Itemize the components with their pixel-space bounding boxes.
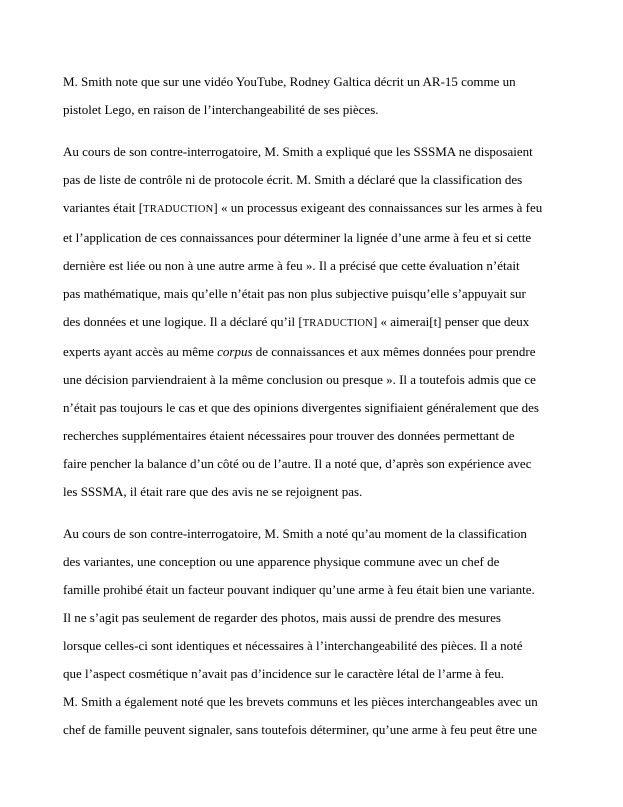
text-run: ] « un processus exigeant des connaissances sur les armes à feu — [213, 200, 543, 215]
text-run: Il ne s’agit pas seulement de regarder des photos, mais aussi de prendre des mesures — [63, 610, 501, 625]
text-run: n’était pas toujours le cas et que des opinions divergentes signifiaient généralement que des — [63, 400, 539, 415]
text-run: experts ayant accès au même — [63, 344, 218, 359]
text-line — [63, 96, 593, 124]
document-body — [63, 68, 593, 744]
text-line — [63, 366, 593, 394]
text-run: de connaissances et aux mêmes données pour prendre — [252, 344, 536, 359]
text-line — [63, 478, 593, 506]
text-line — [63, 252, 593, 280]
smallcaps-run: TRADUCTION — [302, 318, 373, 329]
text-run: des variantes, une conception ou une apparence physique commune avec un chef de — [63, 554, 500, 569]
paragraph — [63, 68, 593, 124]
text-run: chef de famille peuvent signaler, sans toutefois déterminer, qu’une arme à feu peut être une — [63, 722, 537, 737]
italic-run: corpus — [217, 344, 253, 359]
text-run: Au cours de son contre-interrogatoire, M. Smith a noté qu’au moment de la classification — [63, 526, 527, 541]
text-run: des données et une logique. Il a déclaré qu’il [ — [63, 314, 303, 329]
text-line — [63, 224, 593, 252]
text-run: M. Smith a également noté que les brevets communs et les pièces interchangeables avec un — [63, 694, 538, 709]
text-line — [63, 280, 593, 308]
text-line — [63, 68, 593, 96]
text-run: les SSSMA, il était rare que des avis ne se rejoignent pas. — [63, 484, 363, 499]
text-line — [63, 338, 593, 366]
text-run: pas de liste de contrôle ni de protocole écrit. M. Smith a déclaré que la classification des — [63, 172, 523, 187]
text-run: recherches supplémentaires étaient nécessaires pour trouver des données permettant de — [63, 428, 515, 443]
text-line — [63, 308, 593, 338]
text-line — [63, 394, 593, 422]
text-line — [63, 716, 593, 744]
text-line — [63, 548, 593, 576]
text-run: dernière est liée ou non à une autre arme à feu ». Il a précisé que cette évaluation n’était — [63, 258, 520, 273]
text-line — [63, 632, 593, 660]
paragraph — [63, 138, 593, 506]
text-line — [63, 520, 593, 548]
text-line — [63, 576, 593, 604]
text-run: ] « aimerai[t] penser que deux — [372, 314, 530, 329]
text-line — [63, 450, 593, 478]
text-run: que l’aspect cosmétique n’avait pas d’incidence sur le caractère létal de l’arme à feu. — [63, 666, 505, 681]
text-line — [63, 604, 593, 632]
text-run: et l’application de ces connaissances pour déterminer la lignée d’une arme à feu et si cette — [63, 230, 532, 245]
text-line — [63, 166, 593, 194]
text-run: variantes était [ — [63, 200, 144, 215]
text-line — [63, 660, 593, 688]
text-run: lorsque celles-ci sont identiques et nécessaires à l’interchangeabilité des pièces. Il a noté — [63, 638, 523, 653]
text-line — [63, 138, 593, 166]
text-run: pas mathématique, mais qu’elle n’était pas non plus subjective puisqu’elle s’appuyait sur — [63, 286, 526, 301]
text-run: pistolet Lego, en raison de l’interchangeabilité de ses pièces. — [63, 102, 379, 117]
text-line — [63, 688, 593, 716]
text-line — [63, 194, 593, 224]
text-run: famille prohibé était un facteur pouvant indiquer qu’une arme à feu était bien une variante. — [63, 582, 535, 597]
paragraph — [63, 520, 593, 744]
text-run: une décision parviendraient à la même conclusion ou presque ». Il a toutefois admis que ce — [63, 372, 536, 387]
text-line — [63, 422, 593, 450]
text-run: M. Smith note que sur une vidéo YouTube, Rodney Galtica décrit un AR-15 comme un — [63, 74, 516, 89]
smallcaps-run: TRADUCTION — [143, 204, 214, 215]
text-run: Au cours de son contre-interrogatoire, M. Smith a expliqué que les SSSMA ne disposaient — [63, 144, 533, 159]
text-run: faire pencher la balance d’un côté ou de l’autre. Il a noté que, d’après son expérience avec — [63, 456, 532, 471]
